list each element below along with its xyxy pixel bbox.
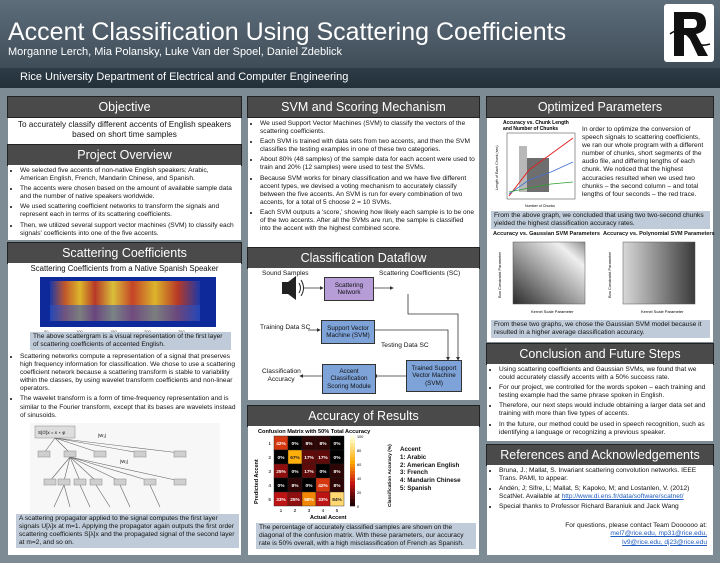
cm-colorbar-segment: [350, 489, 355, 493]
cm-x-tick: 1: [279, 509, 283, 514]
cm-colorbar-segment: [350, 471, 355, 475]
cm-colorbar-segment: [350, 492, 355, 496]
chunk-length-chart: [489, 118, 581, 210]
overview-heading: Project Overview: [7, 144, 242, 166]
optimized-caption-2: From these two graphs, we chose the Gaussian SVM model because it resulted in a higher average classification accuracy.: [491, 320, 710, 338]
polynomial-chart-title: Accuracy vs. Polynomial SVM Parameters: [603, 231, 715, 237]
svg-text:Kernel Scale Parameter: Kernel Scale Parameter: [531, 309, 574, 314]
scattergram-title: Scattering Coefficients from a Native Spanish Speaker: [30, 264, 219, 273]
svm-bullet: • We used Support Vector Machines (SVM) to classify the vectors of the scattering coefficients.: [260, 120, 475, 136]
cm-cell-label: 0%: [333, 442, 341, 447]
cm-title: Confusion Matrix with 50% Total Accuracy: [258, 429, 371, 435]
scattergram-image: [30, 275, 220, 337]
cm-legend: [400, 446, 461, 493]
authors: Morganne Lerch, Mia Polansky, Luke Van der Spoel, Daniel Zdeblick: [8, 46, 343, 58]
cm-colorbar-segment: [350, 464, 355, 468]
cm-colorbar-tick: 40: [357, 477, 362, 481]
cm-cell-label: 25%: [276, 470, 286, 475]
cm-cell-label: 0%: [291, 442, 299, 447]
cm-colorbar-segment: [350, 496, 355, 500]
cm-cell-label: 58%: [304, 498, 314, 503]
testing-data-label: Testing Data SC: [381, 342, 429, 349]
cm-cell-label: 0%: [277, 456, 285, 461]
department-bar: [0, 68, 720, 88]
cm-colorbar-segment: [350, 475, 355, 479]
speaker-icon: [282, 276, 296, 300]
cm-legend-item: 5: Spanish: [400, 484, 432, 492]
svm-panel: [248, 118, 479, 247]
scoring-module-box: Accent Classification Scoring Module: [322, 364, 376, 394]
cm-cell-label: 0%: [291, 470, 299, 475]
scattering-bullet: • The wavelet transform is a form of time-frequency representation and is similar to the Fourier transform, except that its bases are wavelets instead of sinusoids.: [20, 395, 241, 419]
svm-bullet: • Each SVM is trained with data sets from two accents, and then the SVM classifies the testing examples in one of these two categories.: [260, 138, 475, 154]
cm-cell-label: 17%: [304, 470, 314, 475]
poster-header: [0, 0, 720, 68]
svg-text:Kernel Scale Parameter: Kernel Scale Parameter: [641, 309, 684, 314]
overview-bullet: • We used scattering coefficient networks to transform the signals and represent each in terms of its scattering coefficients.: [20, 203, 237, 219]
cm-cell-label: 8%: [291, 484, 299, 489]
optimized-caption-1: From the above graph, we concluded that using two two-second chunks yielded the highest classification accuracy rates.: [491, 211, 710, 229]
department-name: Rice University Department of Electrical and Computer Engineering: [20, 71, 349, 83]
cm-colorbar-segment: [350, 447, 355, 451]
contact-emails-2[interactable]: lv9@rice.edu, dj23@rice.edu: [622, 538, 707, 546]
gaussian-chart-title: Accuracy vs. Gaussian SVM Parameters: [493, 231, 600, 237]
poster-title: Accent Classification Using Scattering Coefficients: [8, 18, 567, 46]
cm-cell-label: 0%: [277, 484, 285, 489]
cm-x-tick: 2: [293, 509, 297, 514]
optimized-panel: [487, 118, 713, 342]
cm-legend-title: Accent: [400, 446, 421, 453]
cm-colorbar-segment: [350, 478, 355, 482]
tree-w2-label: |W₂|: [120, 459, 129, 464]
cm-colorbar-tick: 0: [357, 505, 360, 509]
cm-y-tick: 5: [268, 498, 271, 503]
dataflow-heading: Classification Dataflow: [247, 247, 480, 269]
dataflow-panel: [248, 268, 479, 400]
cm-y-tick: 1: [268, 442, 271, 447]
cm-legend-item: 2: American English: [400, 461, 460, 469]
cm-cell-label: 17%: [318, 456, 328, 461]
cm-legend-item: 1: Arabic: [400, 453, 427, 461]
svm-parameter-heatmaps: [491, 238, 709, 318]
cm-cell-label: 42%: [276, 442, 286, 447]
cm-colorbar-segment: [350, 436, 355, 440]
scattering-tree-diagram: [30, 423, 220, 513]
svm-bullet: • About 80% (48 samples) of the sample data for each accent were used to train and 20% (12 samples) were used to test the SVMs.: [260, 156, 475, 172]
conclusion-bullet: • Therefore, our next steps would include obtaining a larger data set and training with more than five types of accents.: [499, 402, 709, 418]
cm-legend-item: 4: Mandarin Chinese: [400, 477, 461, 485]
cm-y-tick: 3: [268, 470, 271, 475]
cm-cell-label: 8%: [319, 442, 327, 447]
tree-w1-label: |W₁|: [98, 433, 107, 438]
chunk-chart-title: Accuracy vs. Chunk Length and Number of Chunks: [503, 120, 569, 132]
cm-x-tick: 5: [335, 509, 339, 514]
svm-heading: SVM and Scoring Mechanism: [247, 96, 480, 118]
cm-colorbar-segment: [350, 485, 355, 489]
scattergram-caption: The above scattergram is a visual representation of the first layer of scattering coefficients of accented English.: [30, 332, 231, 350]
reference-item: • Bruna, J.; Mallat, S. Invariant scattering convolution networks. IEEE Trans. PAMI, to appear.: [499, 467, 709, 483]
cm-colorbar-label: Classification Accuracy (%): [388, 444, 393, 507]
svm-bullet: • Each SVM outputs a 'score,' showing how likely each sample is to be one of the two accents. After all the SVMs are run, the sample is classified into the accent with the highest combined score.: [260, 209, 475, 233]
cm-x-tick: 4: [321, 509, 325, 514]
cm-cell-label: 8%: [333, 470, 341, 475]
contact-emails-1[interactable]: mel7@rice.edu, mp31@rice.edu,: [610, 530, 707, 538]
cm-colorbar-tick: 60: [357, 463, 362, 467]
svg-text:Box Constraint Parameter: Box Constraint Parameter: [607, 251, 612, 298]
overview-panel: [8, 165, 241, 240]
conclusion-bullet: • Using scattering coefficients and Gaussian SVMs, we found that we could accurately classify accents with a 50% success rate.: [499, 366, 709, 382]
cm-cell-label: 8%: [305, 442, 313, 447]
cm-cell-label: 42%: [318, 484, 328, 489]
cm-cell-label: 25%: [290, 498, 300, 503]
reference-item: [499, 485, 709, 501]
chunk-chart-xlabel: Number of Chunks: [525, 204, 555, 208]
accuracy-heading: Accuracy of Results: [247, 405, 480, 427]
cm-cell-label: 0%: [319, 470, 327, 475]
cm-legend-item: 3: French: [400, 469, 428, 477]
accuracy-caption: The percentage of accurately classified samples are shown on the diagonal of the confusion matrix. With these parameters, our accuracy rate is 50% overall, with a high misclassification of French as Spanish.: [256, 523, 476, 549]
classification-accuracy-label: Classification Accuracy: [262, 368, 301, 383]
cm-colorbar-segment: [350, 461, 355, 465]
sound-samples-label: Sound Samples: [262, 270, 309, 277]
reference-text: Andén, J; Sifre, L; Mallat, S; Kapoko, M; and Lostanlen, V. (2012) ScatNet. Available at: [499, 485, 690, 501]
conclusion-panel: [487, 364, 713, 441]
tree-root-label: S[∅]x = x ⋆ φ: [38, 430, 66, 435]
cm-colorbar-segment: [350, 440, 355, 444]
cm-colorbar-tick: 80: [357, 449, 362, 453]
training-data-label: Training Data SC: [260, 324, 311, 331]
scattering-network-box: Scattering Network: [324, 277, 374, 301]
svm-box: Support Vector Machine (SVM): [321, 320, 375, 344]
references-heading: References and Acknowledgements: [486, 444, 714, 466]
cm-cell-label: 17%: [304, 456, 314, 461]
cm-colorbar-segment: [350, 443, 355, 447]
conclusion-bullet: • In the future, our method could be used in speech recognition, such as identifying a language or recognizing a previous speaker.: [499, 421, 709, 437]
conclusion-heading: Conclusion and Future Steps: [486, 343, 714, 365]
cm-cell-label: 84%: [332, 498, 342, 503]
reference-item: • Special thanks to Professor Richard Baraniuk and Jack Wang: [499, 503, 709, 511]
cm-colorbar-segment: [350, 457, 355, 461]
cm-colorbar-segment: [350, 482, 355, 486]
svm-bullet: • Because SVM works for binary classification and we have five different accent types, we devised a voting mechanism to accurately classify between the five accents. An SVM is run for every combination of two accents, for a total of 5 choose 2 = 10 SVMs.: [260, 175, 475, 207]
chunk-chart-ylabel: Length of Each Chunk (sec): [495, 145, 499, 190]
cm-cell-label: 67%: [290, 456, 300, 461]
cm-cell-label: 33%: [276, 498, 286, 503]
optimized-heading: Optimized Parameters: [486, 96, 714, 118]
cm-y-tick: 2: [268, 456, 271, 461]
optimized-intro: In order to optimize the conversion of speech signals to scattering coefficients, we ran our whole program with a different number of chunks, short segments of the audio file, and differing lengths of each chunk. We noticed that the highest accuracies resulted when we used two chunks – the second column – and total lengths of four seconds – the red trace.: [582, 126, 704, 198]
overview-bullet: • We selected five accents of non-native English speakers: Arabic, American English, French, Mandarin Chinese, and Spanish.: [20, 167, 237, 183]
cm-colorbar-segment: [350, 499, 355, 503]
contact-info: [565, 522, 707, 547]
objective-panel: [8, 118, 241, 144]
cm-colorbar-segment: [350, 454, 355, 458]
propagator-caption: A scattering propagator applied to the signal computes the first layer signals U[λ]x at m=1. Applying the propagator again outputs the first order scattering coefficients S[λ]x and the propagated signal of the second layer at m=2, and so on.: [16, 514, 239, 548]
accuracy-panel: [248, 426, 479, 555]
cm-cell-label: 33%: [318, 498, 328, 503]
conclusion-bullet: • For our project, we controlled for the words spoken – each training and testing example had the same phrase spoken in English.: [499, 384, 709, 400]
cm-cell-label: 0%: [333, 456, 341, 461]
overview-bullet: • The accents were chosen based on the amount of available sample data and the number of native speakers worldwide.: [20, 185, 237, 201]
rice-logo: [664, 4, 714, 62]
scattering-bullet: • Scattering networks compute a representation of a signal that preserves high frequency information for classification. We chose to use a scattering coefficient network because a scattering transform is stable to variability within the classes, by using wavelet transform coefficients and non-linear operators.: [20, 353, 241, 393]
cm-y-tick: 4: [268, 484, 271, 489]
references-panel: [487, 465, 713, 555]
scattering-coefficients-label: Scattering Coefficients (SC): [379, 270, 461, 277]
scattering-panel: [8, 263, 241, 555]
cm-xlabel: Actual Accent: [310, 515, 347, 521]
cm-colorbar-segment: [350, 468, 355, 472]
objective-text: To accurately classify different accents of English speakers based on short time samples: [17, 120, 232, 139]
contact-line: For questions, please contact Team Doooooo at:: [565, 522, 707, 529]
scatnet-link[interactable]: http://www.di.ens.fr/data/software/scatnet/: [561, 493, 684, 501]
cm-colorbar-tick: 100: [357, 435, 364, 439]
cm-colorbar-segment: [350, 450, 355, 454]
cm-cell-label: 8%: [333, 484, 341, 489]
cm-colorbar-segment: [350, 503, 355, 507]
scattering-heading: Scattering Coefficients: [7, 242, 242, 264]
svg-text:Box Constraint Parameter: Box Constraint Parameter: [497, 251, 502, 298]
cm-cell-label: 0%: [305, 484, 313, 489]
overview-bullet: • Then, we utilized several support vector machines (SVM) to classify each signals' coefficients into one of the five accents.: [20, 222, 237, 238]
cm-x-tick: 3: [307, 509, 311, 514]
objective-heading: Objective: [7, 96, 242, 118]
cm-ylabel: Predicted Accent: [254, 459, 260, 504]
trained-svm-box: Trained Support Vector Machine (SVM): [406, 360, 462, 392]
cm-colorbar-tick: 20: [357, 491, 362, 495]
